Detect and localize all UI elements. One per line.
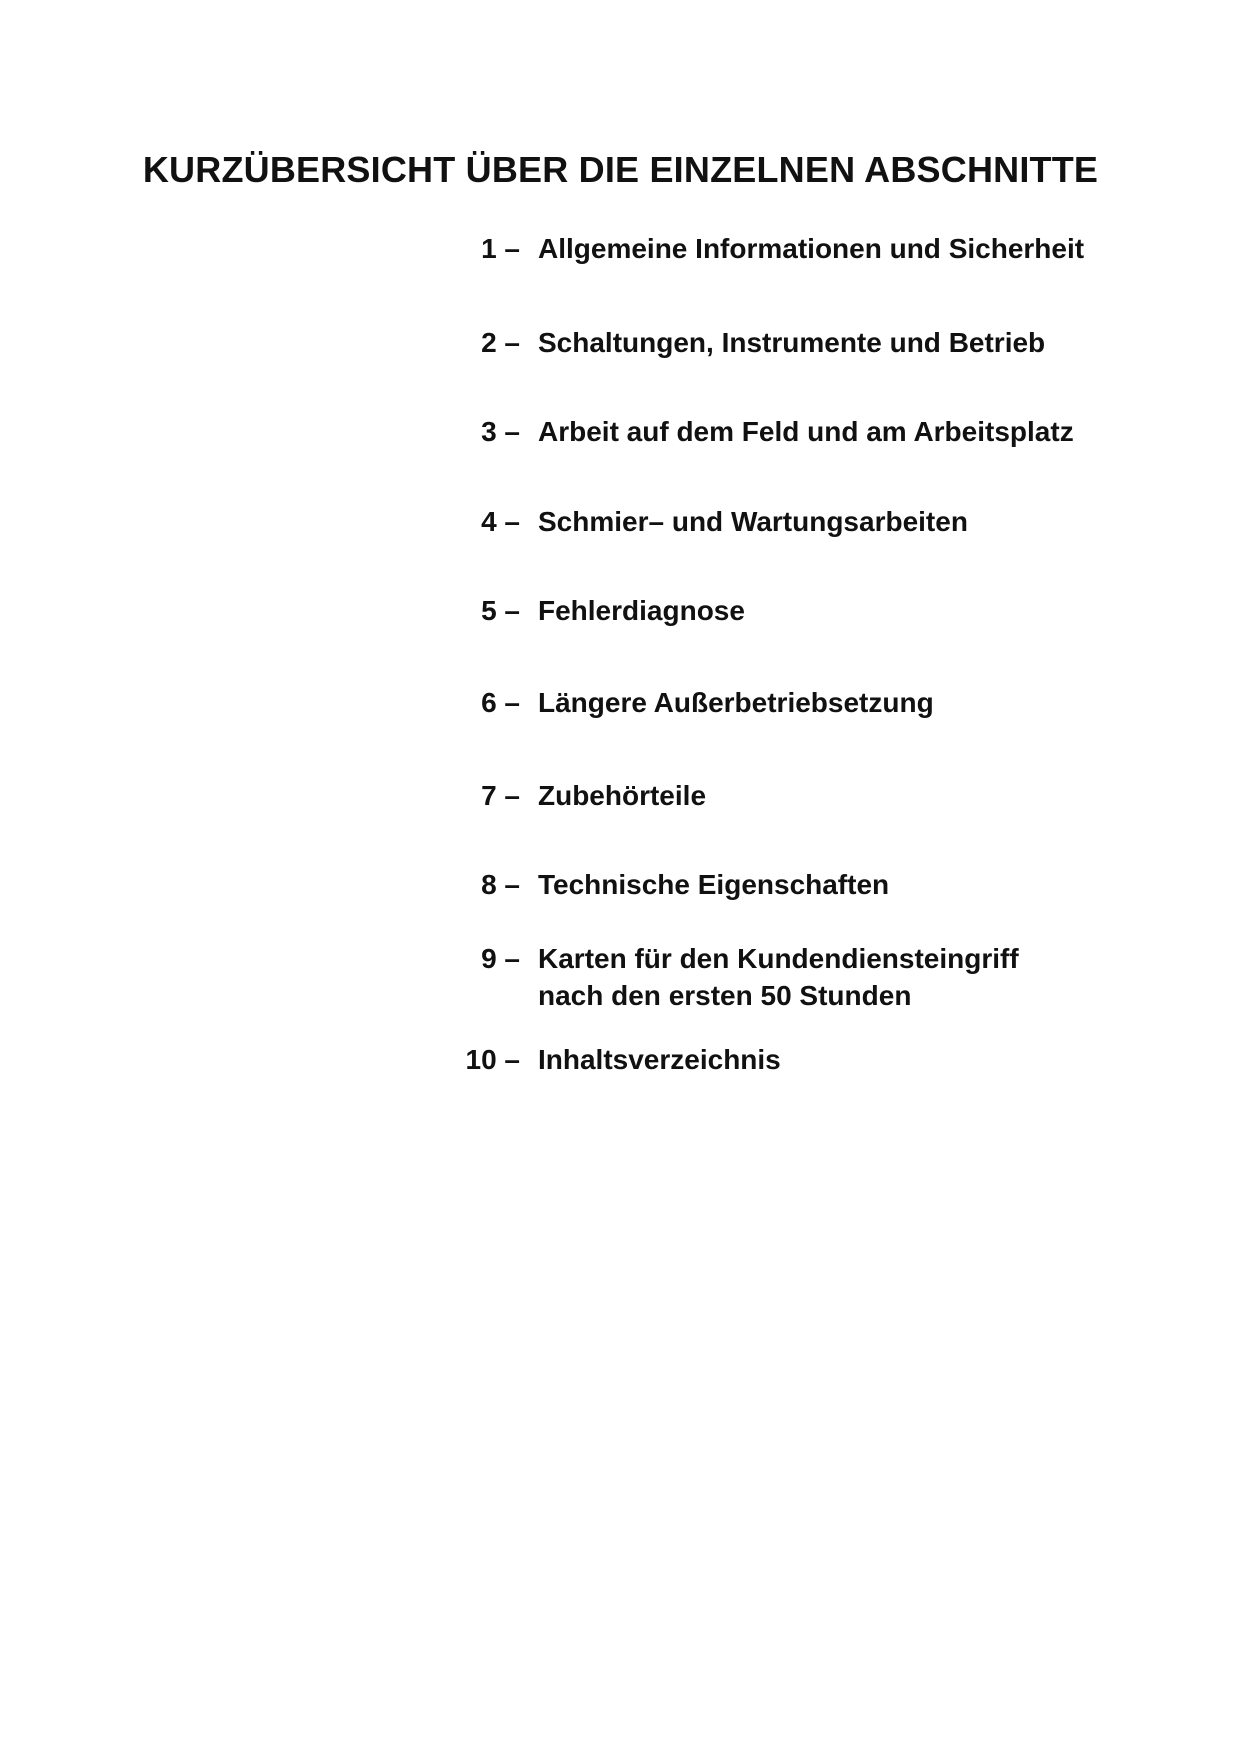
toc-number: 1 – [481, 233, 520, 264]
toc-label [538, 592, 745, 629]
toc-label-line: Technische Eigenschaften [538, 869, 890, 900]
toc-label-line: Inhaltsverzeichnis [538, 1044, 781, 1075]
toc-number: 10 – [465, 1044, 520, 1075]
page-title: KURZÜBERSICHT ÜBER DIE EINZELNEN ABSCHNITTE [142, 149, 1099, 190]
toc-label-line: Zubehörteile [538, 780, 707, 811]
toc-label [538, 777, 706, 814]
toc-label-line: Schmier– und Wartungsarbeiten [538, 506, 968, 537]
toc-number: 2 – [481, 327, 520, 358]
toc-number: 3 – [481, 416, 520, 447]
toc-label [538, 940, 1019, 1014]
toc-label [538, 866, 889, 903]
toc-label [538, 413, 1074, 450]
toc-label-line: Arbeit auf dem Feld und am Arbeitsplatz [538, 416, 1074, 447]
toc-number: 9 – [481, 943, 520, 974]
toc-label-line: Schaltungen, Instrumente und Betrieb [538, 327, 1046, 358]
toc-label [538, 1041, 781, 1078]
toc-number: 4 – [481, 506, 520, 537]
toc-label-line: Allgemeine Informationen und Sicherheit [538, 233, 1085, 264]
toc-label [538, 324, 1045, 361]
toc-label [538, 684, 934, 721]
toc-label-line: Längere Außerbetriebsetzung [538, 687, 934, 718]
toc-number: 6 – [481, 687, 520, 718]
toc-label [538, 503, 968, 540]
toc-number: 8 – [481, 869, 520, 900]
toc-label [538, 230, 1084, 267]
toc-number: 7 – [481, 780, 520, 811]
toc-number: 5 – [481, 595, 520, 626]
toc-label-line: Fehlerdiagnose [538, 595, 745, 626]
toc-label-line: Karten für den Kundendiensteingriff [538, 943, 1019, 974]
toc-label-line: nach den ersten 50 Stunden [538, 980, 912, 1011]
